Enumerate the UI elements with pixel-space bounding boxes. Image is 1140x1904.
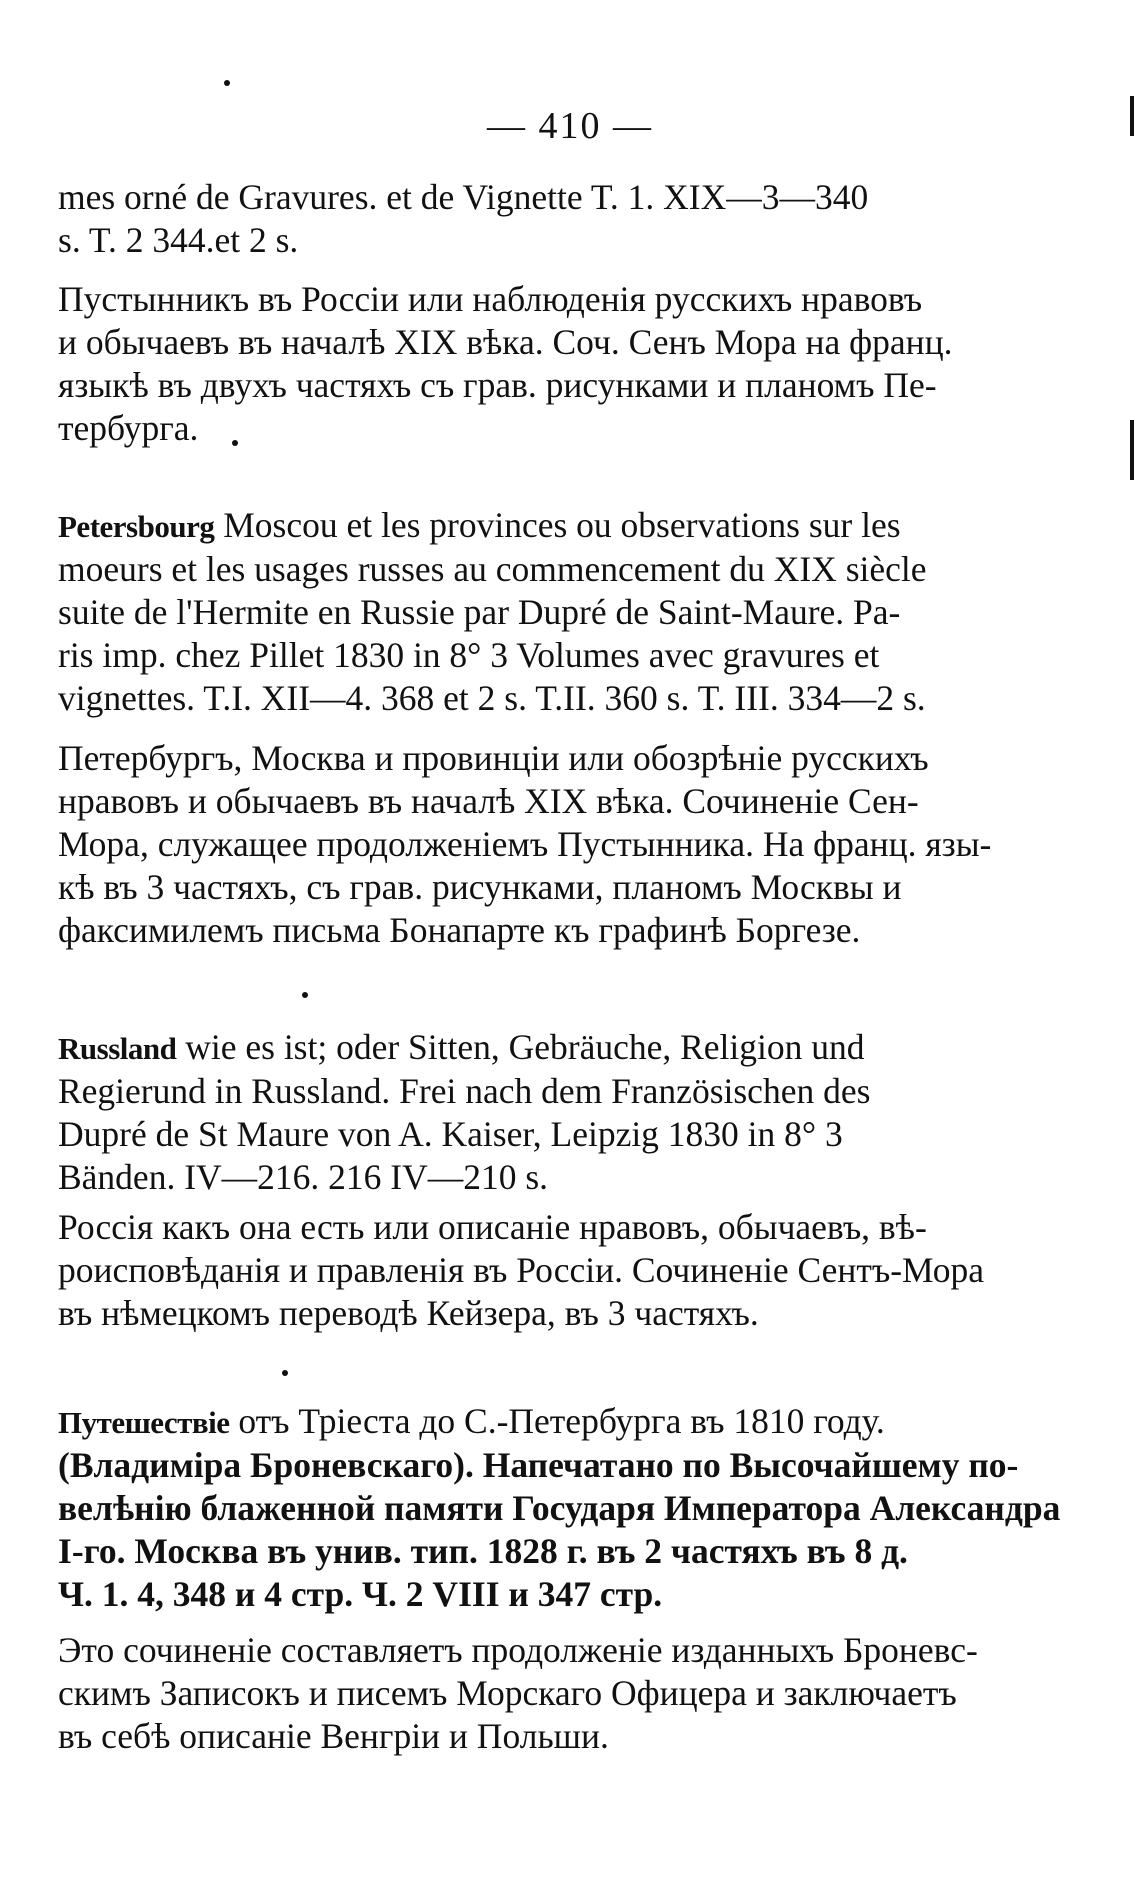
text-line: suite de l'Hermite en Russie par Dupré de Saint-Maure. Pa-	[58, 592, 901, 632]
text-line: Россія какъ она есть или описаніе нравовъ, обычаевъ, вѣ-	[58, 1207, 927, 1247]
text-line	[58, 504, 1038, 548]
text-line: Ч. 1. 4, 348 и 4 стр. Ч. 2 VIII и 347 стр.	[58, 1574, 663, 1614]
entry-heading: Russland	[58, 1031, 177, 1066]
entry-peterburg	[58, 737, 1038, 952]
text-line: moeurs et les usages russes au commencement du XIX siècle	[58, 549, 927, 589]
text-line: Петербургъ, Москва и провинціи или обозрѣніе русскихъ	[58, 738, 929, 778]
page-number: — 410 —	[487, 105, 653, 147]
entry-carryover	[58, 176, 1038, 262]
text-line: и обычаевъ въ началѣ XIX вѣка. Соч. Сенъ Мора на франц.	[58, 322, 953, 362]
scan-speck	[282, 1370, 288, 1376]
text-line	[58, 1400, 1038, 1444]
text-line	[58, 1026, 1038, 1070]
entry-pustynnik	[58, 278, 1038, 450]
text-line: I-го. Москва въ унив. тип. 1828 г. въ 2 частяхъ въ 8 д.	[58, 1531, 908, 1571]
text-line: факсимилемъ письма Бонапарте къ графинѣ Боргезе.	[58, 910, 861, 950]
text-line: роисповѣданія и правленія въ Россіи. Сочиненіе Сентъ-Мора	[58, 1250, 984, 1290]
text-line: велѣнію блаженной памяти Государя Императора Александра	[58, 1488, 1061, 1528]
text-line: въ нѣмецкомъ переводѣ Кейзера, въ 3 частяхъ.	[58, 1293, 759, 1333]
text-line: Мора, служащее продолженіемъ Пустынника. На франц. язы-	[58, 824, 992, 864]
text-segment: отъ Тріеста до С.-Петербурга въ 1810 году.	[238, 1401, 885, 1441]
text-line: (Владиміра Броневскаго). Напечатано по Высочайшему по-	[58, 1445, 1019, 1485]
text-line: vignettes. T.I. XII—4. 368 et 2 s. T.II. 360 s. T. III. 334—2 s.	[58, 678, 926, 718]
entry-eto-sochinenie	[58, 1629, 1038, 1758]
text-line: Это сочиненіе составляетъ продолженіе изданныхъ Броневс-	[58, 1630, 978, 1670]
text-line: ris imp. chez Pillet 1830 in 8° 3 Volumes avec gravures et	[58, 635, 880, 675]
text-line: тербурга.	[58, 408, 199, 448]
scan-speck	[224, 80, 230, 86]
text-line: скимъ Записокъ и писемъ Морскаго Офицера и заключаетъ	[58, 1673, 957, 1713]
text-line: Пустынникъ въ Россіи или наблюденія русскихъ нравовъ	[58, 279, 923, 319]
scan-edge-mark	[1130, 96, 1134, 136]
scan-speck	[302, 992, 308, 998]
text-line: языкѣ въ двухъ частяхъ съ грав. рисунками и планомъ Пе-	[58, 365, 937, 405]
text-line: mes orné de Gravures. et de Vignette T. 1. XIX—3—340	[58, 177, 869, 217]
text-line: нравовъ и обычаевъ въ началѣ XIX вѣка. Сочиненіе Сен-	[58, 781, 919, 821]
entry-petersbourg	[58, 504, 1038, 720]
text-line: Dupré de St Maure von A. Kaiser, Leipzig 1830 in 8° 3	[58, 1114, 843, 1154]
entry-heading: Petersbourg	[58, 509, 215, 544]
text-segment: wie es ist; oder Sitten, Gebräuche, Religion und	[185, 1027, 865, 1067]
entry-puteshestvie	[58, 1400, 1061, 1616]
text-line: кѣ въ 3 частяхъ, съ грав. рисунками, планомъ Москвы и	[58, 867, 902, 907]
entry-russland	[58, 1026, 1038, 1199]
text-line: въ себѣ описаніе Венгріи и Польши.	[58, 1716, 609, 1756]
entry-rossiya	[58, 1206, 1038, 1335]
scan-speck	[232, 440, 238, 446]
text-line: Bänden. IV—216. 216 IV—210 s.	[58, 1157, 549, 1197]
scan-edge-mark	[1130, 420, 1134, 480]
text-segment: Moscou et les provinces ou observations sur les	[223, 505, 901, 545]
entry-heading: Путешествіе	[58, 1405, 230, 1440]
text-line: s. T. 2 344.et 2 s.	[58, 220, 299, 260]
text-line: Regierund in Russland. Frei nach dem Französischen des	[58, 1071, 871, 1111]
